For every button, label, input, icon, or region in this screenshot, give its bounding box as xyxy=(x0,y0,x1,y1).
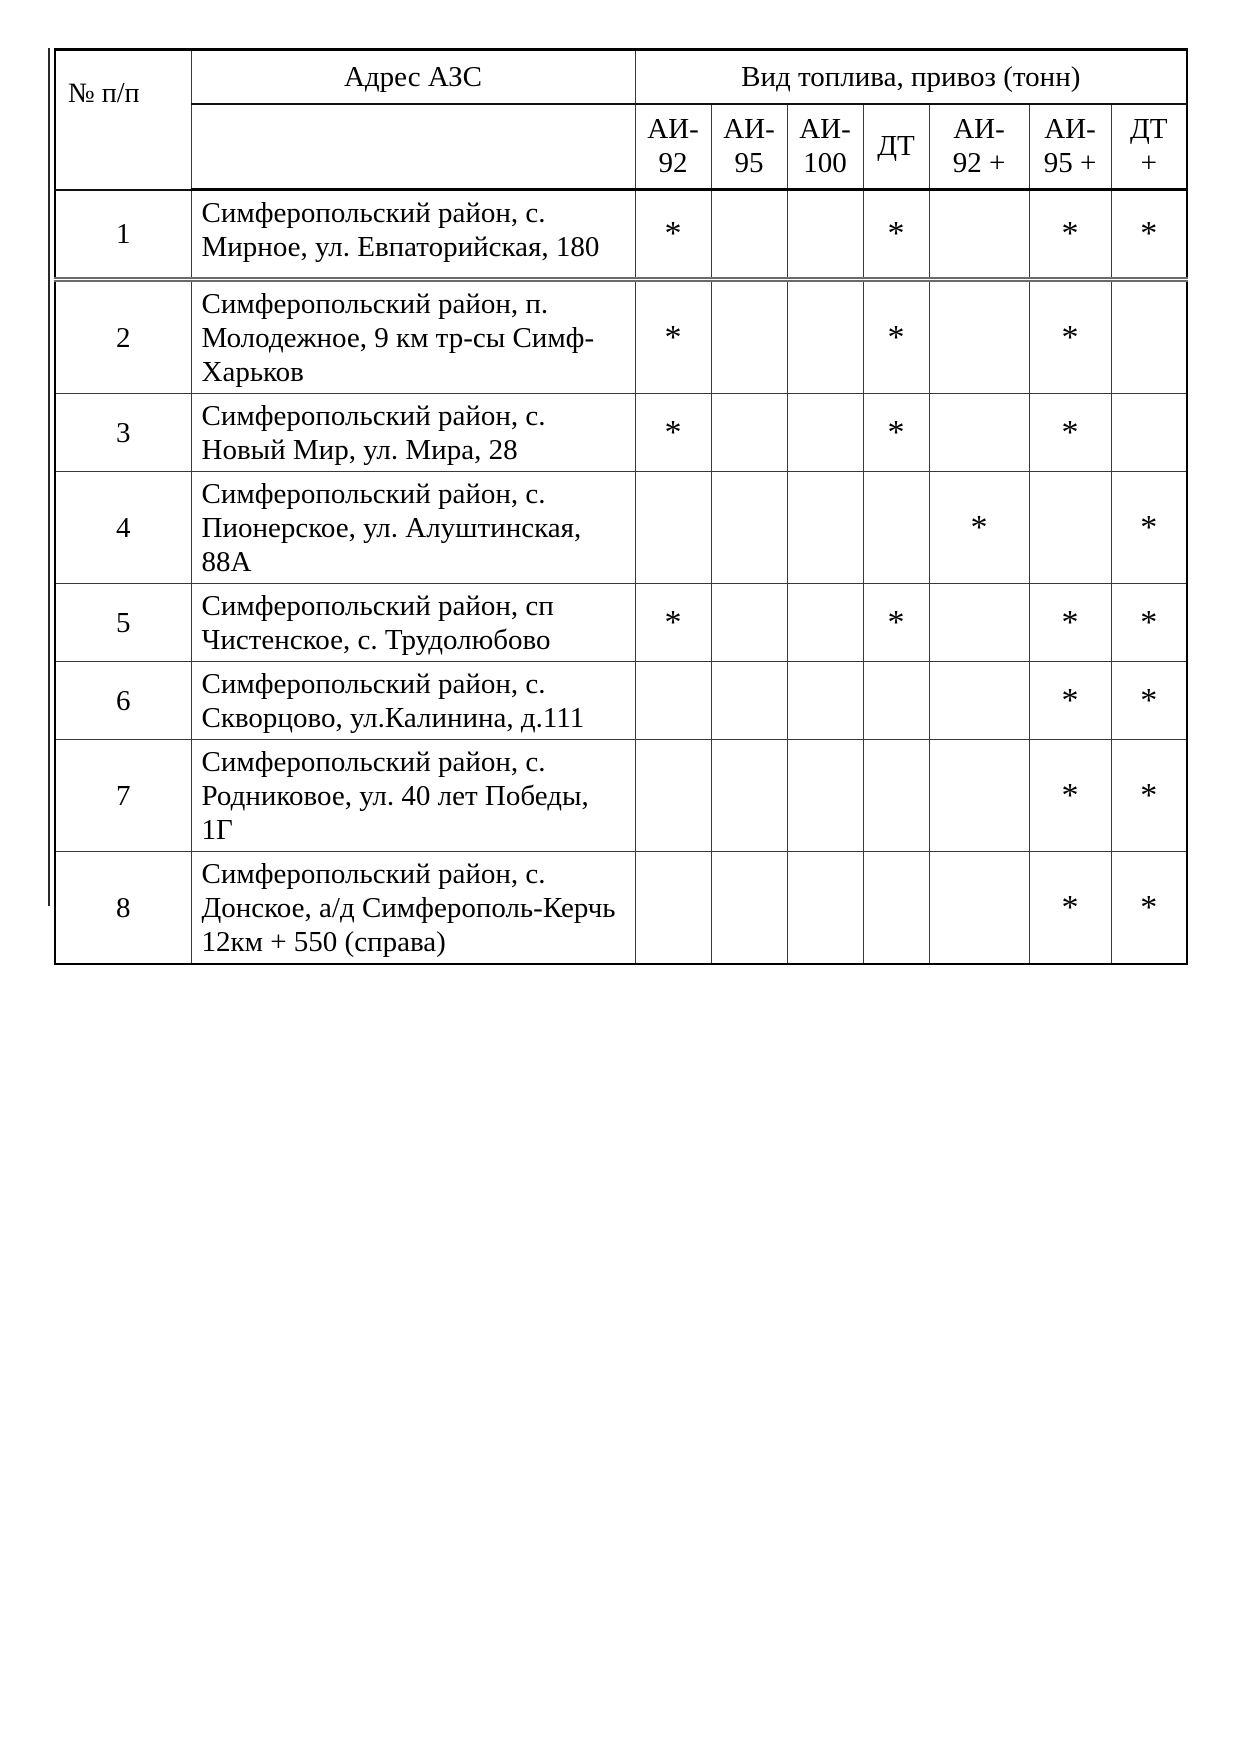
fuel-mark-empty-ai-100 xyxy=(787,662,863,740)
fuel-mark-empty-ai-92 xyxy=(635,472,711,584)
fuel-available-mark-dt: * xyxy=(863,190,929,280)
fuel-header-line2: 95 xyxy=(734,147,764,180)
table-row xyxy=(55,584,1187,662)
fuel-mark-empty-ai-100 xyxy=(787,394,863,472)
fuel-header-line1: АИ- xyxy=(723,113,775,146)
fuel-mark-empty-ai-92-plus xyxy=(929,190,1029,280)
fuel-mark-empty-ai-100 xyxy=(787,190,863,280)
fuel-available-mark-ai-92: * xyxy=(635,280,711,394)
fuel-available-mark-ai-95-plus: * xyxy=(1029,740,1111,852)
fuel-available-mark-ai-95-plus: * xyxy=(1029,190,1111,280)
fuel-mark-empty-ai-95 xyxy=(711,740,787,852)
fuel-mark-empty-dt xyxy=(863,472,929,584)
row-number: 2 xyxy=(55,280,191,394)
station-address: Симферопольский район, с. Новый Мир, ул. Мира, 28 xyxy=(191,394,635,472)
fuel-mark-empty-ai-92 xyxy=(635,662,711,740)
station-address: Симферопольский район, п. Молодежное, 9 км тр-сы Симф-Харьков xyxy=(191,280,635,394)
col-header-fuel-ai-95-plus xyxy=(1029,104,1111,190)
row-number: 7 xyxy=(55,740,191,852)
col-header-address-spacer xyxy=(191,104,635,190)
fuel-mark-empty-ai-92-plus xyxy=(929,280,1029,394)
fuel-mark-empty-ai-92 xyxy=(635,852,711,965)
fuel-header-line1: АИ- xyxy=(953,113,1005,146)
fuel-available-mark-ai-95-plus: * xyxy=(1029,394,1111,472)
fuel-mark-empty-dt xyxy=(863,740,929,852)
table-row xyxy=(55,190,1187,280)
fuel-mark-empty-ai-92-plus xyxy=(929,740,1029,852)
fuel-header-line2: 92 xyxy=(658,147,688,180)
col-header-number: № п/п xyxy=(55,50,191,190)
fuel-mark-empty-ai-100 xyxy=(787,280,863,394)
fuel-available-mark-dt-plus: * xyxy=(1111,740,1187,852)
col-header-fuel-dt-plus xyxy=(1111,104,1187,190)
fuel-mark-empty-ai-95 xyxy=(711,584,787,662)
fuel-header-line2: 100 xyxy=(803,147,847,180)
row-number: 6 xyxy=(55,662,191,740)
col-header-fuel-dt xyxy=(863,104,929,190)
fuel-mark-empty-ai-95 xyxy=(711,852,787,965)
header-row-main xyxy=(55,50,1187,104)
fuel-available-mark-dt: * xyxy=(863,584,929,662)
table-row xyxy=(55,740,1187,852)
fuel-mark-empty-dt xyxy=(863,852,929,965)
fuel-available-mark-dt-plus: * xyxy=(1111,472,1187,584)
col-header-fuel-group: Вид топлива, привоз (тонн) xyxy=(635,50,1187,104)
fuel-header-line2: + xyxy=(1140,147,1157,180)
fuel-mark-empty-ai-95 xyxy=(711,662,787,740)
fuel-header-line1: АИ- xyxy=(799,113,851,146)
col-header-fuel-ai-95 xyxy=(711,104,787,190)
fuel-mark-empty-dt-plus xyxy=(1111,394,1187,472)
fuel-available-mark-dt: * xyxy=(863,280,929,394)
fuel-header-line1: АИ- xyxy=(647,113,699,146)
row-number: 8 xyxy=(55,852,191,965)
fuel-mark-empty-ai-95 xyxy=(711,394,787,472)
station-address: Симферопольский район, с. Пионерское, ул. Алуштинская, 88А xyxy=(191,472,635,584)
fuel-mark-empty-ai-95 xyxy=(711,472,787,584)
col-header-address: Адрес АЗС xyxy=(191,50,635,104)
fuel-mark-empty-ai-100 xyxy=(787,472,863,584)
fuel-mark-empty-ai-92-plus xyxy=(929,852,1029,965)
fuel-available-mark-dt: * xyxy=(863,394,929,472)
fuel-available-mark-dt-plus: * xyxy=(1111,584,1187,662)
fuel-mark-empty-ai-95-plus xyxy=(1029,472,1111,584)
fuel-header-line1: ДТ xyxy=(877,130,915,163)
row-number: 4 xyxy=(55,472,191,584)
row-number: 1 xyxy=(55,190,191,280)
station-address: Симферопольский район, с. Родниковое, ул. 40 лет Победы, 1Г xyxy=(191,740,635,852)
fuel-available-mark-ai-92: * xyxy=(635,190,711,280)
fuel-delivery-table xyxy=(54,48,1188,965)
fuel-mark-empty-ai-95 xyxy=(711,280,787,394)
fuel-header-line2: 92 + xyxy=(952,147,1006,180)
fuel-available-mark-ai-95-plus: * xyxy=(1029,280,1111,394)
fuel-available-mark-dt-plus: * xyxy=(1111,662,1187,740)
station-address: Симферопольский район, сп Чистенское, с. Трудолюбово xyxy=(191,584,635,662)
fuel-mark-empty-ai-92-plus xyxy=(929,584,1029,662)
fuel-available-mark-ai-95-plus: * xyxy=(1029,662,1111,740)
fuel-available-mark-ai-95-plus: * xyxy=(1029,852,1111,965)
fuel-available-mark-ai-92: * xyxy=(635,584,711,662)
col-header-fuel-ai-100 xyxy=(787,104,863,190)
fuel-mark-empty-ai-100 xyxy=(787,852,863,965)
table-row xyxy=(55,394,1187,472)
fuel-available-mark-ai-95-plus: * xyxy=(1029,584,1111,662)
fuel-mark-empty-ai-95 xyxy=(711,190,787,280)
table-row xyxy=(55,662,1187,740)
fuel-header-line1: АИ- xyxy=(1044,113,1096,146)
fuel-available-mark-ai-92-plus: * xyxy=(929,472,1029,584)
col-header-fuel-ai-92-plus xyxy=(929,104,1029,190)
table-row xyxy=(55,852,1187,965)
table-outer-left-border xyxy=(48,48,50,906)
fuel-available-mark-dt-plus: * xyxy=(1111,852,1187,965)
fuel-mark-empty-dt xyxy=(863,662,929,740)
row-number: 5 xyxy=(55,584,191,662)
fuel-mark-empty-ai-100 xyxy=(787,584,863,662)
station-address: Симферопольский район, с. Донское, а/д Симферополь-Керчь 12км + 550 (справа) xyxy=(191,852,635,965)
fuel-mark-empty-ai-92-plus xyxy=(929,662,1029,740)
station-address: Симферопольский район, с. Скворцово, ул.Калинина, д.111 xyxy=(191,662,635,740)
col-header-fuel-ai-92 xyxy=(635,104,711,190)
fuel-mark-empty-ai-92 xyxy=(635,740,711,852)
fuel-mark-empty-dt-plus xyxy=(1111,280,1187,394)
fuel-available-mark-dt-plus: * xyxy=(1111,190,1187,280)
fuel-header-line1: ДТ xyxy=(1130,113,1168,146)
station-address: Симферопольский район, с. Мирное, ул. Евпаторийская, 180 xyxy=(191,190,635,280)
table-row xyxy=(55,472,1187,584)
fuel-mark-empty-ai-92-plus xyxy=(929,394,1029,472)
fuel-header-line2: 95 + xyxy=(1043,147,1097,180)
table-row xyxy=(55,280,1187,394)
row-number: 3 xyxy=(55,394,191,472)
fuel-available-mark-ai-92: * xyxy=(635,394,711,472)
header-row-fuel-types xyxy=(55,104,1187,190)
fuel-mark-empty-ai-100 xyxy=(787,740,863,852)
